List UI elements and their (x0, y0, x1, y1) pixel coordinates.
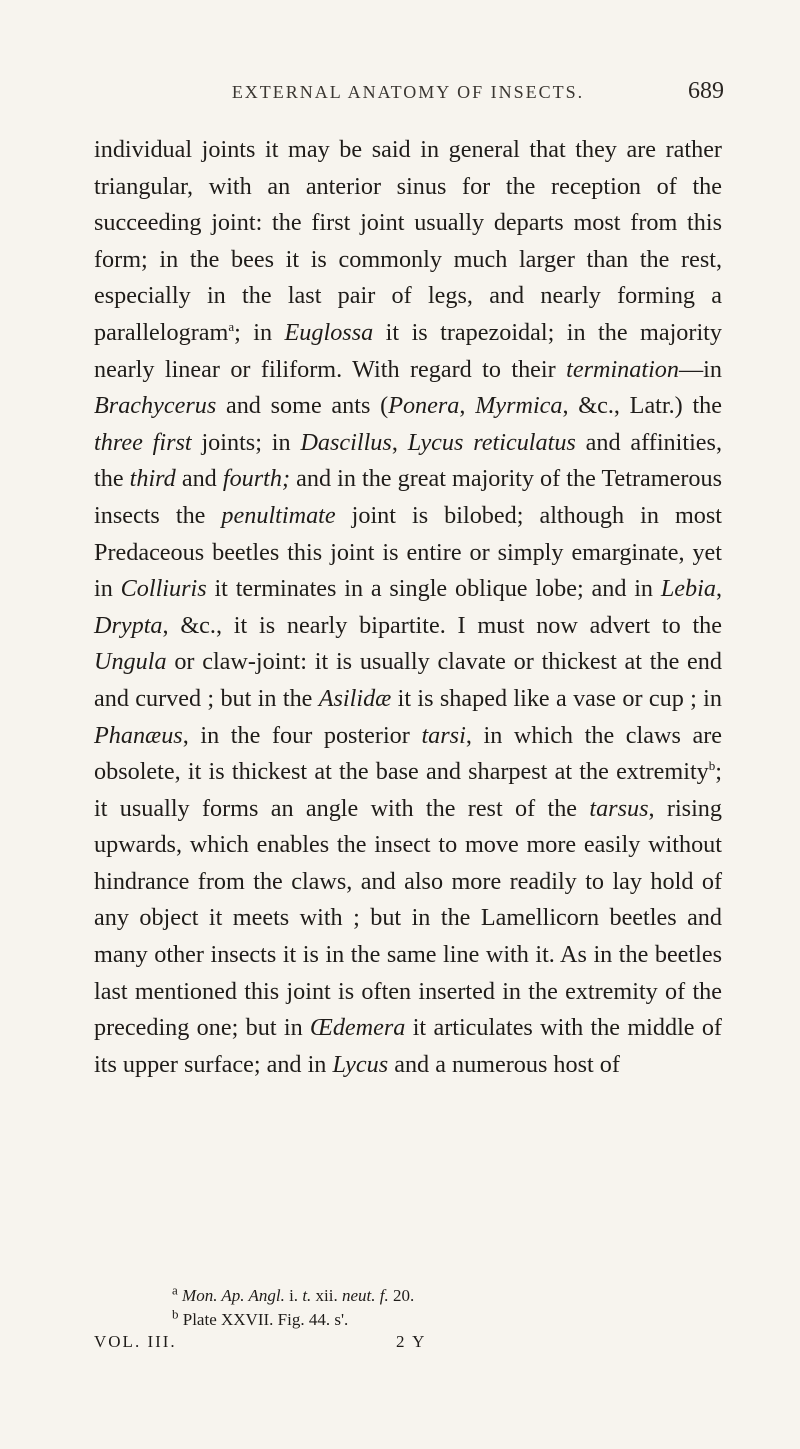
footnote-ref-a: a (228, 318, 235, 334)
footnote-b: $^b$ Plate XXVII. Fig. 44. s'. (172, 1306, 349, 1329)
running-title: EXTERNAL ANATOMY OF INSECTS. (231, 82, 585, 102)
running-head (92, 78, 724, 112)
footnote-ref-b: b (708, 758, 716, 774)
body-paragraph: individual joints it may be said in general that they are rather triangular, with an anterior sinus for the reception of the succeeding joint: the first joint usually departs most from this form; in the bees it is commonly much larger than the rest, especially in the last pair of legs, and nearly forming a parallelogram$^a$; in Euglossa it is trapezoidal; in the majority nearly linear or filiform. With regard to their termination—in Brachycerus and some ants (Ponera, Myrmica, &c., Latr.) the three first joints; in Dascillus, Lycus reticulatus and affinities, the third and fourth; and in the great majority of the Tetramerous insects the penultimate joint is bilobed; although in most Predaceous beetles this joint is entire or simply emarginate, yet in Colliuris it terminates in a single oblique lobe; and in Lebia, Drypta, &c., it is nearly bipartite. I must now advert to the Ungula or claw-joint: it is usually clavate or thickest at the end and curved ; but in the Asilidæ it is shaped like a vase or cup ; in Phanæus, in the four posterior tarsi, in which the claws are obsolete, it is thickest at the base and sharpest at the extremity$^b$; it usually forms an angle with the rest of the tarsus, rising upwards, which enables the insect to move more easily without hindrance from the claws, and also more readily to lay hold of any object it meets with ; but in the Lamellicorn beetles and many other insects it is in the same line with it. As in the beetles last mentioned this joint is often inserted in the extremity of the preceding one; but in Œdemera it articulates with the middle of its upper surface; and in Lycus and a numerous host of (94, 136, 723, 1078)
page-footer (94, 1332, 722, 1356)
signature-mark: 2 Y (396, 1332, 427, 1351)
footnotes (94, 1284, 722, 1332)
volume-label: VOL. III. (94, 1332, 177, 1351)
footnote-a: $^a$ Mon. Ap. Angl. i. t. xii. neut. f. 20. (172, 1282, 415, 1305)
page-number: 689 (688, 78, 724, 104)
